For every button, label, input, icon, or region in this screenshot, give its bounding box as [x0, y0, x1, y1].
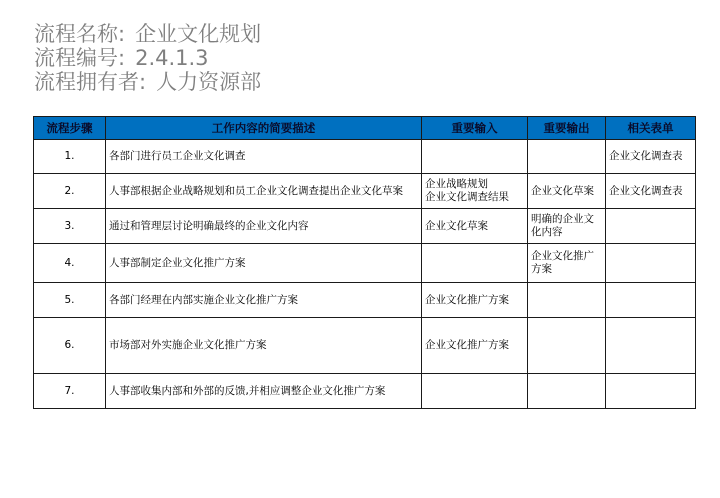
description-cell: 人事部收集内部和外部的反馈,并相应调整企业文化推广方案	[106, 374, 422, 409]
input-cell	[422, 140, 528, 174]
process-code-label: 流程编号:	[34, 46, 126, 70]
input-cell	[422, 244, 528, 283]
input-cell	[422, 374, 528, 409]
description-cell: 通过和管理层讨论明确最终的企业文化内容	[106, 209, 422, 244]
output-cell	[528, 283, 606, 318]
step-cell: 4.	[34, 244, 106, 283]
process-owner-line	[34, 70, 261, 94]
table-header-row	[34, 117, 696, 140]
step-cell: 3.	[34, 209, 106, 244]
description-cell: 人事部根据企业战略规划和员工企业文化调查提出企业文化草案	[106, 174, 422, 209]
output-cell	[528, 140, 606, 174]
form-cell: 企业文化调查表	[606, 174, 696, 209]
output-cell	[528, 374, 606, 409]
column-header-output: 重要输出	[528, 117, 606, 140]
description-cell: 市场部对外实施企业文化推广方案	[106, 318, 422, 374]
process-owner-value: 人力资源部	[156, 70, 262, 94]
form-cell	[606, 209, 696, 244]
step-cell: 5.	[34, 283, 106, 318]
input-cell: 企业文化草案	[422, 209, 528, 244]
column-header-description: 工作内容的简要描述	[106, 117, 422, 140]
table-row	[34, 283, 696, 318]
input-line: 企业文化调查结果	[425, 191, 509, 203]
table-row	[34, 244, 696, 283]
table-row	[34, 174, 696, 209]
step-cell: 1.	[34, 140, 106, 174]
column-header-step: 流程步骤	[34, 117, 106, 140]
column-header-input: 重要输入	[422, 117, 528, 140]
description-cell: 各部门进行员工企业文化调查	[106, 140, 422, 174]
process-code-line	[34, 46, 261, 70]
form-cell: 企业文化调查表	[606, 140, 696, 174]
step-cell: 7.	[34, 374, 106, 409]
input-line: 企业战略规划	[425, 178, 488, 190]
input-cell: 企业文化推广方案	[422, 283, 528, 318]
form-cell	[606, 244, 696, 283]
output-text: 企业文化推广方案	[531, 250, 594, 275]
description-cell: 人事部制定企业文化推广方案	[106, 244, 422, 283]
output-cell: 企业文化草案	[528, 174, 606, 209]
process-name-line	[34, 22, 261, 46]
process-name-value: 企业文化规划	[135, 22, 262, 46]
process-name-label: 流程名称:	[34, 22, 126, 46]
output-cell	[528, 244, 606, 283]
form-cell	[606, 374, 696, 409]
process-header	[34, 22, 261, 94]
process-code-value: 2.4.1.3	[135, 46, 209, 70]
output-text: 明确的企业文化内容	[531, 213, 594, 238]
step-cell: 6.	[34, 318, 106, 374]
table-row	[34, 318, 696, 374]
description-cell: 各部门经理在内部实施企业文化推广方案	[106, 283, 422, 318]
output-cell	[528, 209, 606, 244]
table-row	[34, 209, 696, 244]
process-owner-label: 流程拥有者:	[34, 70, 147, 94]
input-cell: 企业文化推广方案	[422, 318, 528, 374]
step-cell: 2.	[34, 174, 106, 209]
input-cell	[422, 174, 528, 209]
process-table	[33, 116, 696, 409]
form-cell	[606, 283, 696, 318]
table-row	[34, 374, 696, 409]
table-row	[34, 140, 696, 174]
form-cell	[606, 318, 696, 374]
column-header-form: 相关表单	[606, 117, 696, 140]
output-cell	[528, 318, 606, 374]
